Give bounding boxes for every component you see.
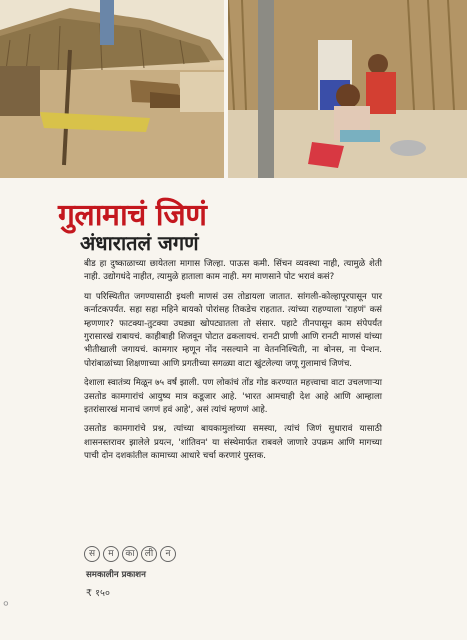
book-price: ₹ १५० [86, 588, 110, 599]
blurb-text [84, 258, 382, 470]
publisher-logo [84, 546, 176, 562]
blurb-paragraph: बीड हा दुष्काळाच्या छायेतला मागास जिल्हा. पाऊस कमी. सिंचन व्यवस्था नाही, त्यामुळे शेती नाही. उद्योगधंदे नाहीत, त्यामुळे हाताला काम नाही. मग माणसाने पोट भरावं कसं? [84, 259, 382, 283]
photo-sugarcane-hut [0, 0, 224, 178]
title-block [58, 200, 318, 254]
logo-glyph: स [84, 546, 100, 562]
logo-glyph: ली [141, 546, 157, 562]
blurb-paragraph: उसतोड कामगारांचे प्रश्न, त्यांच्या बायकामुलांच्या समस्या, त्यांचं जिणं सुधारावं यासाठी शासनस्तरावर झालेले प्रयत्न, 'शांतिवन' या संस्थेमार्फत राबवले जाणारे उपक्रम आणि मागच्या पाची दोन दशकांतील कामाच्या आधारे चर्चा करणारं पुस्तक. [84, 424, 382, 462]
hut-illustration [0, 0, 224, 178]
book-title: गुलामाचं जिणं [58, 198, 207, 233]
side-mark: ० [3, 597, 9, 610]
logo-glyph: का [122, 546, 138, 562]
children-illustration [228, 0, 467, 178]
logo-glyph: न [160, 546, 176, 562]
blurb-paragraph: देशाला स्वातंत्र्य मिळून ७५ वर्षं झाली. पण लोकांचं तोंड गोड करण्यात महत्त्वाचा वाटा उचलणाऱ्या उसतोड कामगारांचं आयुष्य मात्र कडूजार आहे. 'भारत आमचाही देश आहे आणि आम्हाला इतरांसारखं मानाचं जगणं हवं आहे', असं त्यांचं म्हणणं आहे. [84, 378, 382, 416]
photo-children [228, 0, 467, 178]
logo-glyph: म [103, 546, 119, 562]
blurb-paragraph: या परिस्थितीत जगण्यासाठी इथली माणसं उस तोडायला जातात. सांगली-कोल्हापूरपासून पार कर्नाटकपर्यंत. सहा सहा महिने बायको पोरांसह तिकडेच राहतात. त्यांच्या राहण्याला 'राहणं' कसं म्हणणार? फाटक्या-तुटक्या उघड्या खोपट्यातला तो संसार. पहाटे तीनपासून काम संपेपर्यंत गुरासारखं राबायचं. काहीबाही शिजवून पोटात ढकलायचं. रानटी प्राणी आणि रानटी माणसं यांच्या भीतीखाली जगायचं. कामगार म्हणून नोंद नसल्याने ना वेतननिश्चिती, ना बोनस, ना पेन्शन. पोरांबाळांच्या शिक्षणाच्या आणि प्रगतीच्या सगळ्या वाटा खुंटलेल्या जणू गुलामाचं जिणंच. [84, 291, 382, 369]
publisher-name: समकालीन प्रकाशन [86, 570, 146, 580]
book-subtitle: अंधारातलं जगणं [80, 231, 199, 255]
